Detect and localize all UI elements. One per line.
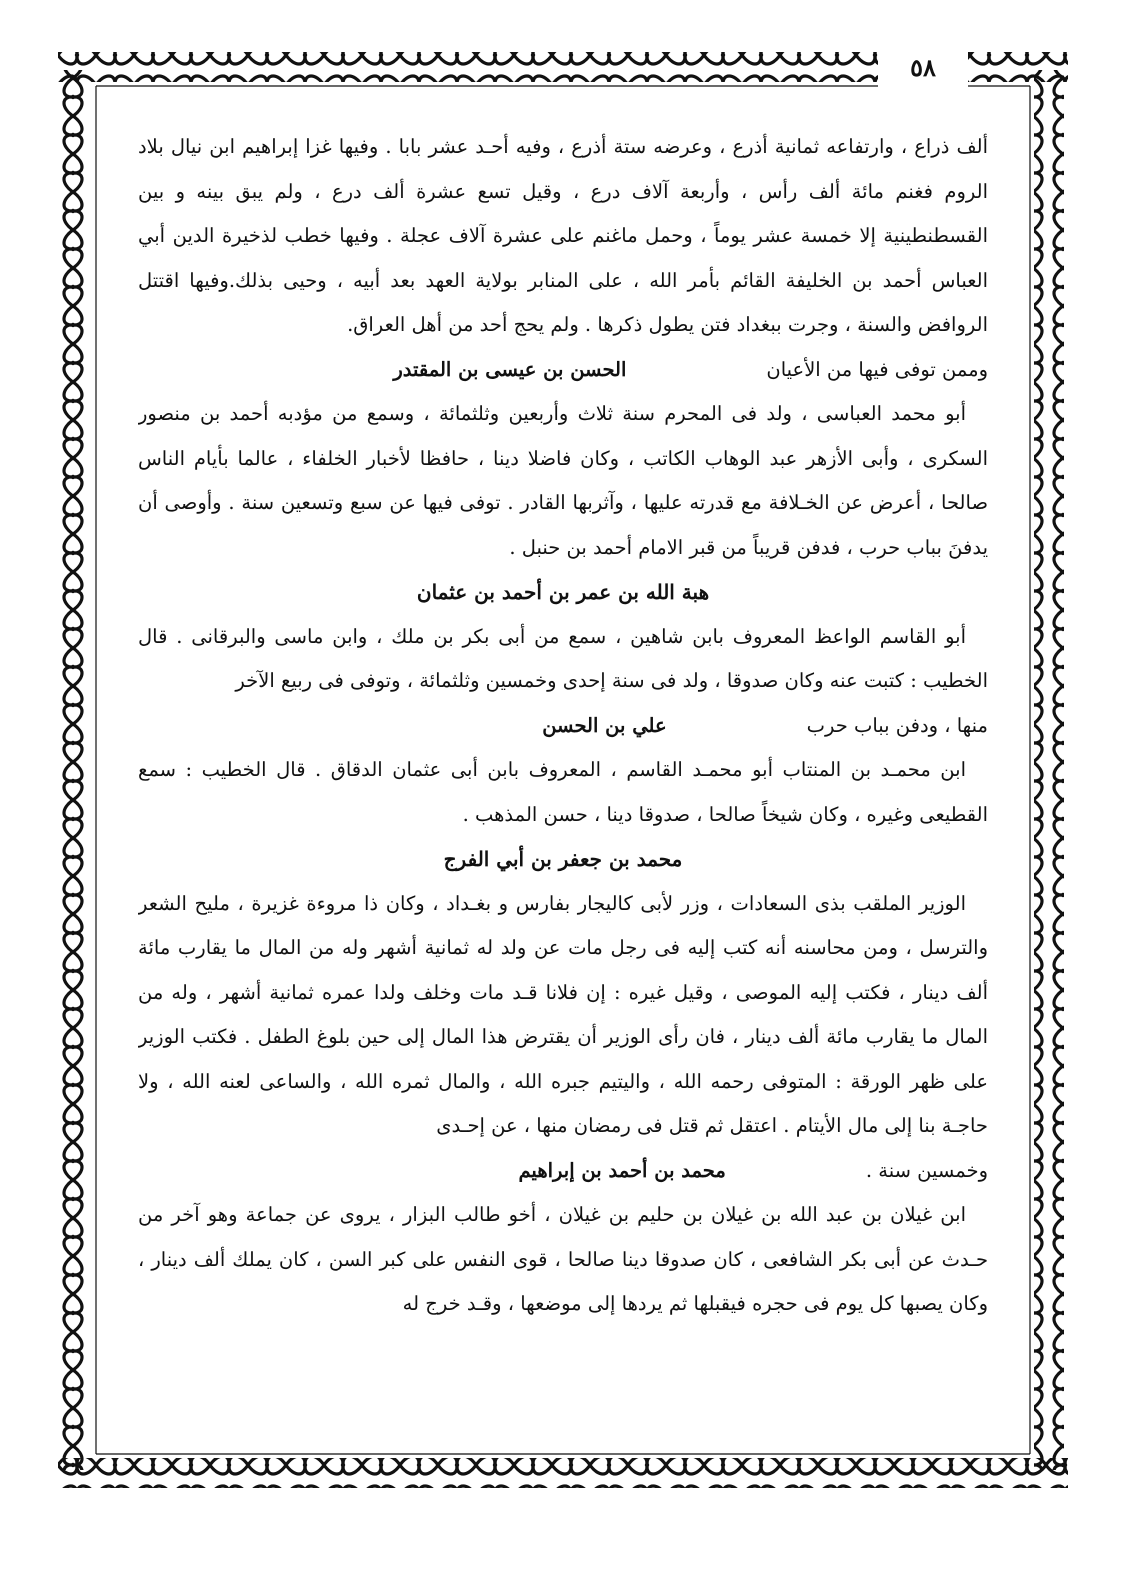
page-number: ٥٨ xyxy=(878,48,968,88)
paragraph-4: ابن محمـد بن المنتاب أبو محمـد القاسم ، المعروف بابن أبى عثمان الدقاق . قال الخطيب : سمع القطيعى وغيره ، وكان شيخاً صالحا ، صدوقا دينا ، حسن المذهب . xyxy=(138,758,988,826)
paragraph-5-end: وخمسين سنة . xyxy=(865,1158,988,1182)
paragraph-6: ابن غيلان بن عبد الله بن غيلان بن حليم بن غيلان ، أخو طالب البزار ، يروى عن جماعة وهو آخر من حـدث عن أبى بكر الشافعى ، كان صدوقا دينا صالحا ، قوى النفس على كبر السن ، كان يملك ألف دينار ، وكان يصبها كل يوم فى حجره فيقبلها ثم يردها إلى موضعها ، وقـد خرج له xyxy=(138,1203,988,1315)
paragraph-3-end: منها ، ودفن بباب حرب xyxy=(806,713,988,737)
biography-heading: علي بن الحسن xyxy=(542,713,667,737)
paragraph-2: أبو محمد العباسى ، ولد فى المحرم سنة ثلاث وأربعين وثلثمائة ، وسمع من مؤدبه أحمد بن منصور السكرى ، وأبى الأزهر عبد الوهاب الكاتب ، وكان فاضلا دينا ، حافظا لأخبار الخلفاء ، عالما بأيام الناس صالحا ، أعرض عن الخـلافة مع قدرته عليها ، وآثربها القادر . توفى فيها عن سبع وتسعين سنة . وأوصى أن يدفنَ بباب حرب ، فدفن قريباً من قبر الامام أحمد بن حنبل . xyxy=(138,402,988,559)
paragraph-1: ألف ذراع ، وارتفاعه ثمانية أذرع ، وعرضه ستة أذرع ، وفيه أحـد عشر بابا . وفيها غزا إبراهيم ابن نيال بلاد الروم فغنم مائة ألف رأس ، وأربعة آلاف درع ، وقيل تسع عشرة ألف درع ، ولم يبق بينه و بين القسطنطينية إلا خمسة عشر يوماً ، وحمل ماغنم على عشرة آلاف عجلة . وفيها خطب لذخيرة الدين أبي العباس أحمد بن الخليفة القائم بأمر الله ، على المنابر بولاية العهد بعد أبيه ، وحيى بذلك.وفيها اقتتل الروافض والسنة ، وجرت ببغداد فتن يطول ذكرها . ولم يحج أحد من أهل العراق. xyxy=(138,135,988,336)
deaths-intro: وممن توفى فيها من الأعيان xyxy=(766,357,988,381)
paragraph-5: الوزير الملقب بذى السعادات ، وزر لأبى كاليجار بفارس و بغـداد ، وكان ذا مروءة غزيرة ، مليح الشعر والترسل ، ومن محاسنه أنه كتب إليه فى رجل مات عن ولد له ثمانية أشهر وله من المال ما يقارب مائة ألف دينار ، فكتب إليه الموصى ، وقيل غيره : إن فلانا قـد مات وخلف ولدا عمره ثمانية أشهر ، وله من المال ما يقارب مائة ألف دينار ، فان رأى الوزير أن يقترض هذا المال إلى حين بلوغ الطفل . فكتب الوزير على ظهر الورقة : المتوفى رحمه الله ، واليتيم جبره الله ، والمال ثمره الله ، والساعى لعنه الله ، ولا حاجـة بنا إلى مال الأيتام . اعتقل ثم قتل فى رمضان منها ، عن إحـدى xyxy=(138,891,988,1137)
biography-heading: هبة الله بن عمر بن أحمد بن عثمان xyxy=(416,580,710,604)
paragraph-3-end-line xyxy=(138,704,988,749)
page-frame xyxy=(58,40,1068,1500)
page-body xyxy=(138,125,988,1445)
biography-heading: محمد بن جعفر بن أبي الفرج xyxy=(443,847,683,871)
paragraph-3: أبو القاسم الواعظ المعروف بابن شاهين ، سمع من أبى بكر بن ملك ، وابن ماسى والبرقانى . قال الخطيب : كتبت عنه وكان صدوقا ، ولد فى سنة إحدى وخمسين وثلثمائة ، وتوفى فى ربيع الآخر xyxy=(138,624,988,692)
deaths-intro-line xyxy=(138,348,988,393)
biography-heading: محمد بن أحمد بن إبراهيم xyxy=(518,1158,726,1182)
biography-heading: الحسن بن عيسى بن المقتدر xyxy=(393,357,627,381)
paragraph-5-end-line xyxy=(138,1149,988,1194)
